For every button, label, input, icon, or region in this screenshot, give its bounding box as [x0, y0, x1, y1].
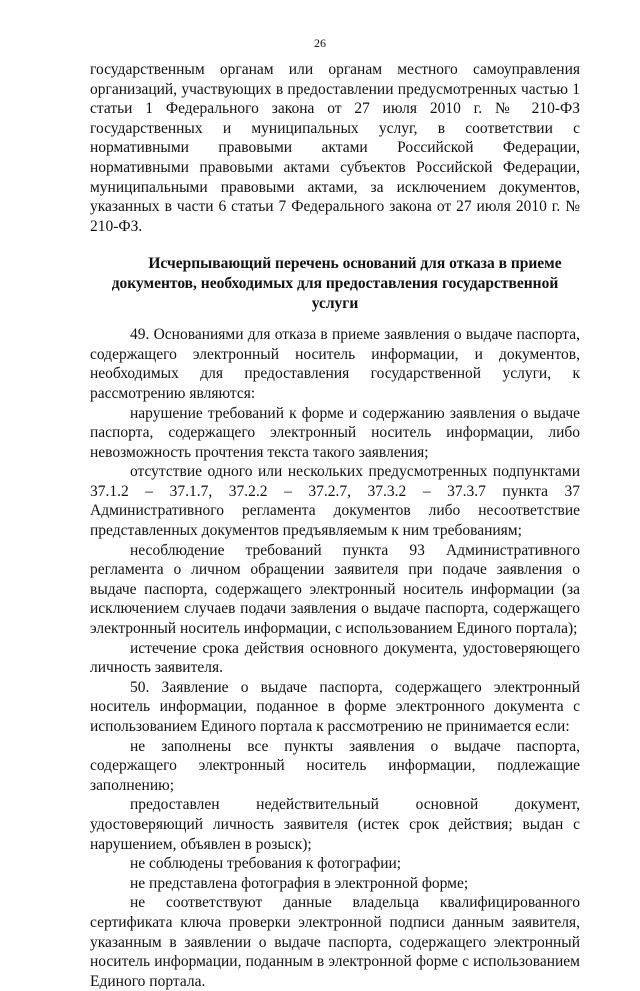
intro-paragraph: государственным органам или органам местного самоуправления организаций, участвующих в предоставлении предусмотренных частью 1 статьи 1 Федерального закона от 27 июля 2010 г. № 210-ФЗ государственных и муниципальных услуг, в соответствии с нормативными правовыми актами Российской Федерации, нормативными правовыми актами субъектов Российской Федерации, муниципальными правовыми актами, за исключением документов, указанных в части 6 статьи 7 Федерального закона от 27 июля 2010 г. № 210-ФЗ. — [90, 61, 580, 235]
list-item: не соответствуют данные владельца квалифицированного сертификата ключа проверки электронной подписи данным заявителя, указанным в заявлении о выдаче паспорта, содержащего электронный носитель информации, поданным в электронной форме с использованием Единого портала. — [90, 894, 580, 990]
list-item: не заполнены все пункты заявления о выдаче паспорта, содержащего электронный носитель информации, подлежащие заполнению; — [90, 737, 580, 794]
list-item: не представлена фотография в электронной форме; — [130, 874, 469, 892]
paragraph-50: 50. Заявление о выдаче паспорта, содержащего электронный носитель информации, поданное в форме электронного документа с использованием Единого портала к рассмотрению не принимается если: — [90, 678, 580, 735]
list-item: отсутствие одного или нескольких предусмотренных подпунктами 37.1.2 – 37.1.7, 37.2.2 – 37.2.7, 37.3.2 – 37.3.7 пункта 37 Административного регламента документов либо несоответствие представленных документов предъявляемым к ним требованиям; — [90, 463, 580, 540]
list-item: не соблюдены требования к фотографии; — [130, 855, 402, 873]
list-item: нарушение требований к форме и содержанию заявления о выдаче паспорта, содержащего электронный носитель информации, либо невозможность прочтения текста такого заявления; — [90, 404, 580, 461]
document-body — [90, 60, 580, 991]
paragraph-49: 49. Основаниями для отказа в приеме заявления о выдаче паспорта, содержащего электронный носитель информации, и документов, необходимых для предоставления государственной услуги, к рассмотрению являются: — [90, 326, 580, 402]
section-title: Исчерпывающий перечень оснований для отказа в приеме документов, необходимых для предоставления государственной услуги — [111, 255, 562, 312]
list-item: предоставлен недействительный основной документ, удостоверяющий личность заявителя (истек срок действия; выдан с нарушением, объявлен в розыск); — [90, 796, 580, 853]
page-number: 26 — [314, 36, 326, 50]
list-item: истечение срока действия основного документа, удостоверяющего личность заявителя. — [90, 639, 580, 677]
list-item: несоблюдение требований пункта 93 Административного регламента о личном обращении заявителя при подаче заявления о выдаче паспорта, содержащего электронный носитель информации (за исключением случаев подачи заявления о выдаче паспорта, содержащего электронный носитель информации, с использованием Единого портала); — [90, 541, 580, 638]
